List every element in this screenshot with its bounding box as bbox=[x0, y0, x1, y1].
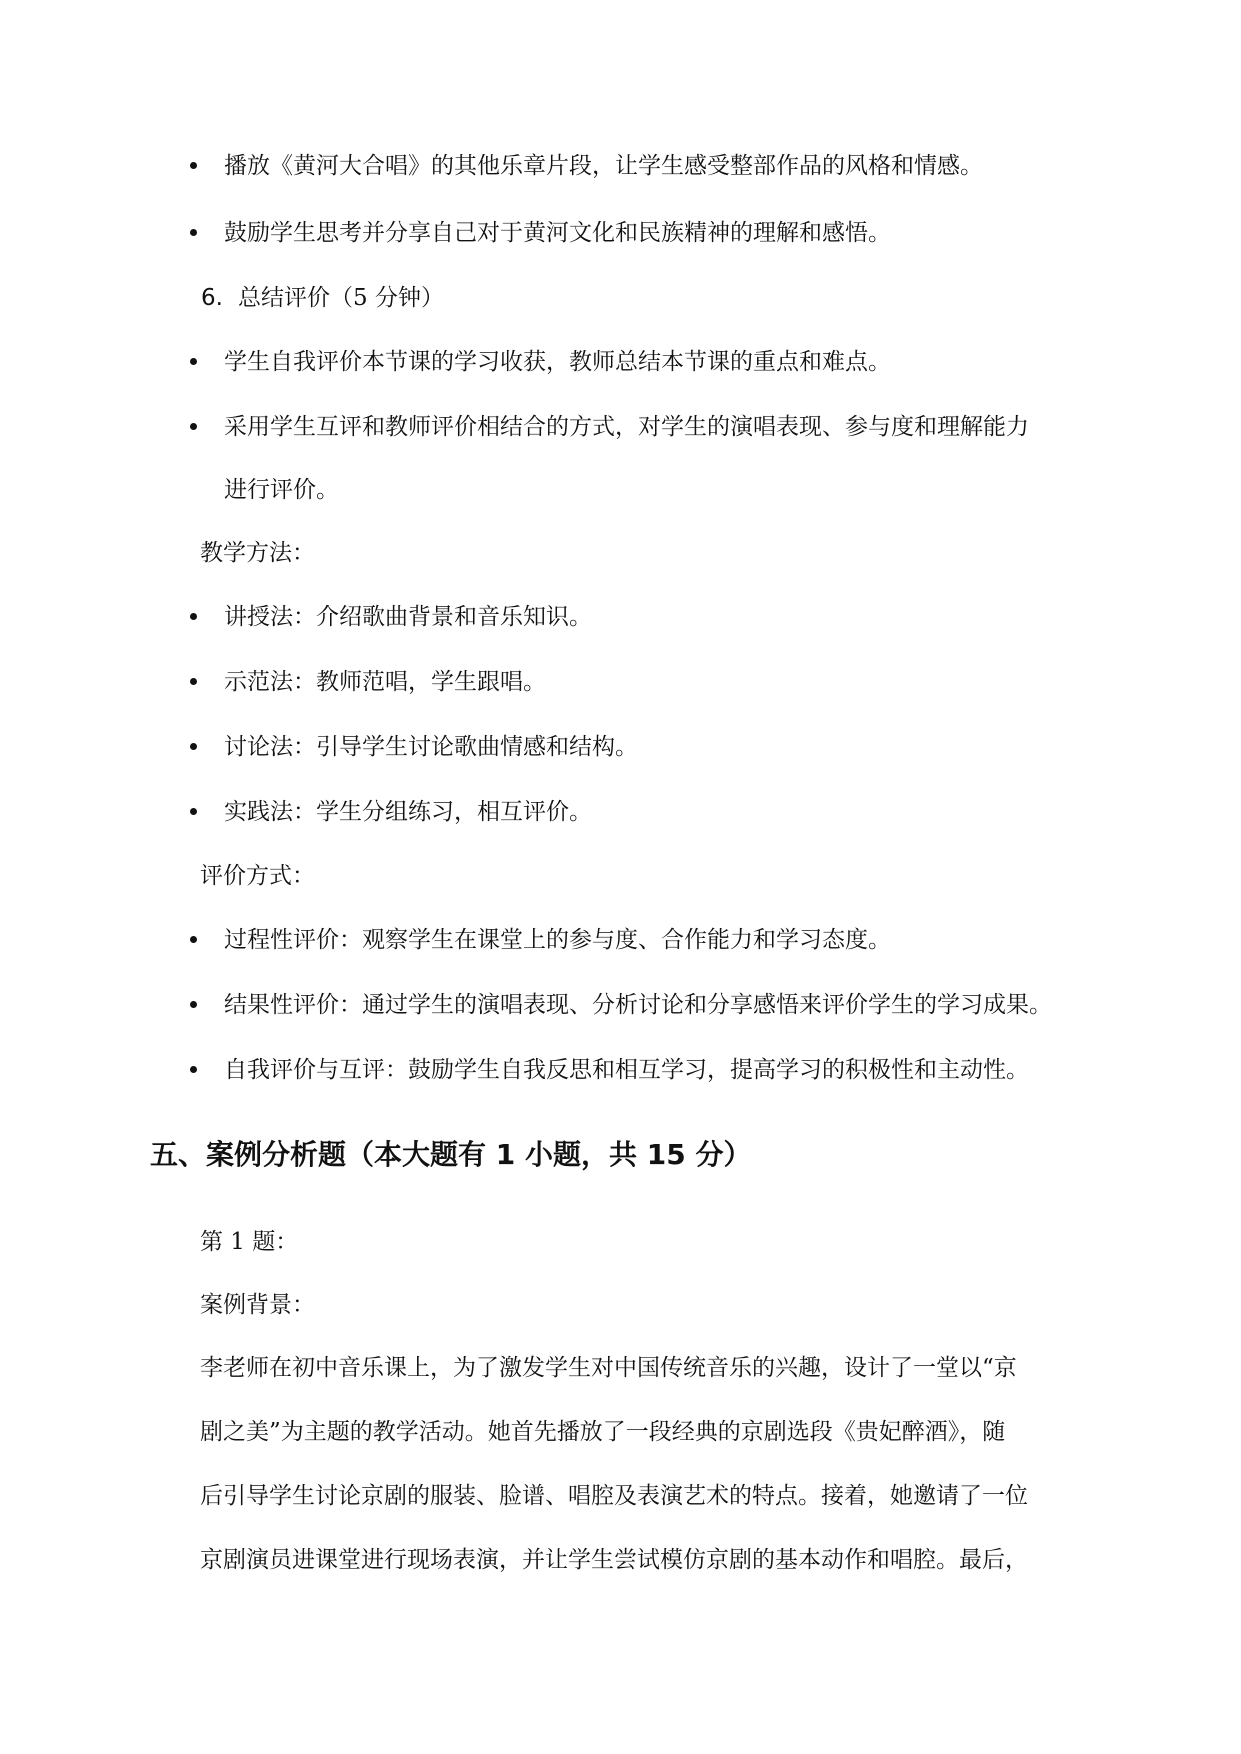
method-item: 示范法：教师范唱，学生跟唱。 bbox=[224, 669, 546, 695]
bullet-marker bbox=[190, 423, 197, 430]
step-number: 6. bbox=[201, 285, 223, 311]
method-item: 讨论法：引导学生讨论歌曲情感和结构。 bbox=[224, 734, 638, 760]
section-heading: 五、案例分析题（本大题有 1 小题，共 15 分） bbox=[150, 1138, 752, 1171]
evaluation-item: 过程性评价：观察学生在课堂上的参与度、合作能力和学习态度。 bbox=[224, 927, 891, 953]
bullet-marker bbox=[190, 162, 197, 169]
bullet-marker bbox=[190, 678, 197, 685]
bullet-text: 学生自我评价本节课的学习收获，教师总结本节课的重点和难点。 bbox=[224, 349, 891, 375]
question-label: 第 1 题： bbox=[200, 1229, 299, 1255]
paragraph-line: 李老师在初中音乐课上，为了激发学生对中国传统音乐的兴趣，设计了一堂以“京 bbox=[200, 1355, 1017, 1381]
evaluation-label: 评价方式： bbox=[200, 863, 315, 889]
bullet-text-continued: 进行评价。 bbox=[224, 477, 339, 503]
bullet-marker bbox=[190, 358, 197, 365]
bullet-marker bbox=[190, 743, 197, 750]
bullet-text: 播放《黄河大合唱》的其他乐章片段，让学生感受整部作品的风格和情感。 bbox=[224, 153, 983, 179]
methods-label: 教学方法： bbox=[200, 540, 315, 566]
step-title: 总结评价（5 分钟） bbox=[238, 285, 444, 311]
bullet-text: 采用学生互评和教师评价相结合的方式，对学生的演唱表现、参与度和理解能力 bbox=[224, 414, 1029, 440]
bullet-marker bbox=[190, 808, 197, 815]
paragraph-line: 剧之美”为主题的教学活动。她首先播放了一段经典的京剧选段《贵妃醉酒》，随 bbox=[200, 1419, 1006, 1445]
bullet-marker bbox=[190, 229, 197, 236]
method-item: 讲授法：介绍歌曲背景和音乐知识。 bbox=[224, 604, 592, 630]
background-label: 案例背景： bbox=[200, 1292, 315, 1318]
evaluation-item: 结果性评价：通过学生的演唱表现、分析讨论和分享感悟来评价学生的学习成果。 bbox=[224, 992, 1052, 1018]
bullet-text: 鼓励学生思考并分享自己对于黄河文化和民族精神的理解和感悟。 bbox=[224, 220, 891, 246]
bullet-marker bbox=[190, 1066, 197, 1073]
paragraph-line: 京剧演员进课堂进行现场表演，并让学生尝试模仿京剧的基本动作和唱腔。最后， bbox=[200, 1547, 1028, 1573]
evaluation-item: 自我评价与互评：鼓励学生自我反思和相互学习，提高学习的积极性和主动性。 bbox=[224, 1057, 1029, 1083]
method-item: 实践法：学生分组练习，相互评价。 bbox=[224, 799, 592, 825]
bullet-marker bbox=[190, 936, 197, 943]
paragraph-line: 后引导学生讨论京剧的服装、脸谱、唱腔及表演艺术的特点。接着，她邀请了一位 bbox=[200, 1483, 1028, 1509]
bullet-marker bbox=[190, 613, 197, 620]
bullet-marker bbox=[190, 1001, 197, 1008]
